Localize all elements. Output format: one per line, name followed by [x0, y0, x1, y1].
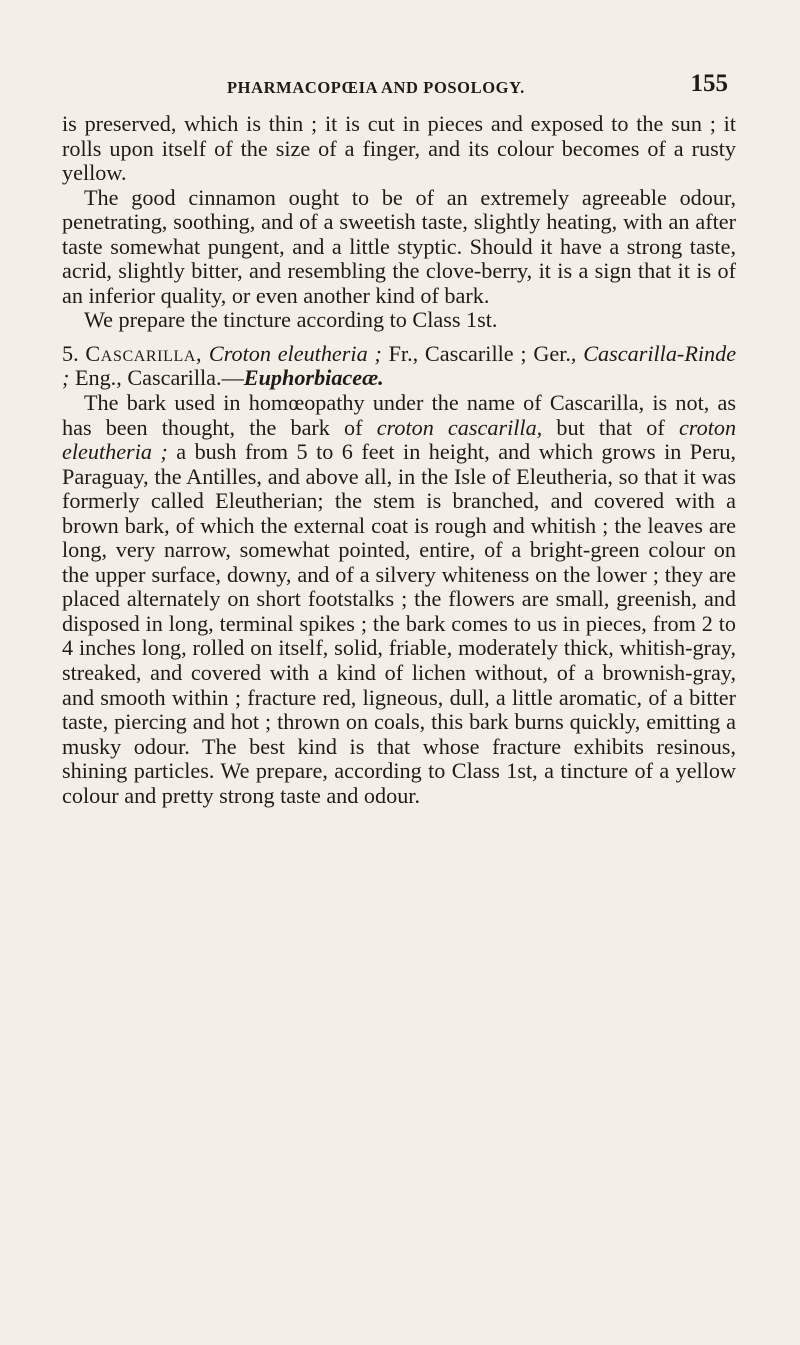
paragraph-continuation: is preserved, which is thin ; it is cut in pieces and exposed to the sun ; it rolls upon itself of the size of a finger, and its colour becomes of a rusty yellow.	[62, 111, 736, 186]
entry-latin-name: Croton eleutheria ;	[208, 340, 382, 366]
entry-english-name: Eng., Cascarilla.—	[74, 365, 244, 391]
entry-name: Cascarilla,	[85, 340, 203, 366]
paragraph-cinnamon-quality: The good cinnamon ought to be of an extremely agreeable odour, penetrating, soothing, and of a sweetish taste, slightly heating, with an after taste somewhat pungent, and a little styptic. Should it have a strong taste, acrid, slightly bitter, and resembling the clove-berry, it is a sign that it is of an inferior quality, or even another kind of bark.	[62, 184, 736, 308]
entry-family: Euphorbiaceæ.	[243, 365, 384, 391]
entry-number: 5.	[62, 340, 79, 366]
entry-french-name: Fr., Cascarille ;	[388, 340, 527, 366]
entry-german-label: Ger.,	[533, 340, 577, 366]
description-part-1: The bark used in homœopathy under the name of Cascarilla, is not, as has been thought, the bark of	[62, 390, 736, 440]
description-italic-1: croton cascarilla,	[376, 414, 543, 440]
entry-heading-cascarilla	[62, 342, 736, 391]
paragraph-cinnamon-tincture: We prepare the tincture according to Class 1st.	[84, 307, 498, 333]
paragraph-cascarilla-description	[62, 391, 736, 808]
description-part-3: a bush from 5 to 6 feet in height, and which grows in Peru, Paraguay, the Antilles, and above all, in the Isle of Eleutheria, so that it was formerly called Eleutherian; the stem is branched, and covered with a brown bark, of which the external coat is rough and whitish ; the leaves are long, very narrow, somewhat pointed, entire, of a bright-green colour on the upper surface, downy, and of a silvery whiteness on the lower ; they are placed alternately on short footstalks ; the flowers are small, greenish, and disposed in long, terminal spikes ; the bark comes to us in pieces, from 2 to 4 inches long, rolled on itself, solid, friable, moderately thick, whitish-gray, streaked, and covered with a kind of lichen without, of a brownish-gray, and smooth within ; fracture red, ligneous, dull, a little aromatic, of a bitter taste, piercing and hot ; thrown on coals, this bark burns quickly, emitting a musky odour. The best kind is that whose fracture exhibits resinous, shining particles. We prepare, according to Class 1st, a tincture of a yellow colour and pretty strong taste and odour.	[62, 439, 737, 808]
page-body	[62, 112, 736, 808]
entry-german-name: Cascarilla-Rinde ;	[62, 340, 737, 391]
running-title: PHARMACOPŒIA AND POSOLOGY.	[227, 78, 525, 97]
page-number: 155	[690, 70, 728, 97]
description-part-2: but that of	[556, 414, 665, 440]
description-italic-2: croton eleutheria ;	[62, 414, 737, 465]
